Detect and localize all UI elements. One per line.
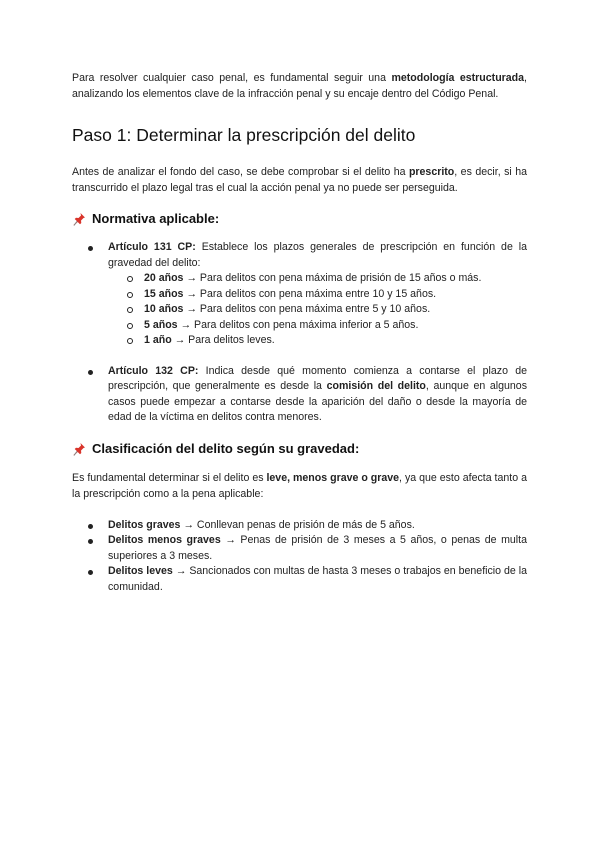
clase-term: Delitos graves <box>108 518 181 531</box>
bullet-icon <box>88 539 93 544</box>
clasificacion-paragraph <box>72 470 527 502</box>
plazo-desc: → Para delitos con pena máxima inferior a 5 años. <box>177 318 419 331</box>
clase-desc: → Penas de prisión de 3 meses a 5 años, o penas de multa superiores a 3 meses. <box>108 534 527 562</box>
art132-bold: comisión del delito <box>326 380 426 392</box>
step1-paragraph <box>72 164 527 196</box>
circle-bullet-icon <box>127 307 133 313</box>
list-item <box>108 318 527 334</box>
list-spacer <box>72 349 527 364</box>
clasificacion-text-end: , ya que esto afecta tanto a la prescripción como a la pena aplicable: <box>72 471 527 500</box>
bullet-icon <box>88 370 93 375</box>
list-item <box>72 240 527 349</box>
step1-title: Paso 1: Determinar la prescripción del delito <box>72 125 416 145</box>
list-item <box>72 564 527 595</box>
plazo-desc: → Para delitos con pena máxima entre 5 y 10 años. <box>183 303 431 315</box>
plazo-term: 15 años <box>144 287 184 300</box>
normativa-heading-text: Normativa aplicable: <box>92 211 220 226</box>
clasificacion-heading <box>72 440 527 458</box>
clase-desc: → Conllevan penas de prisión de más de 5 años. <box>180 518 415 531</box>
clasificacion-text: Es fundamental determinar si el delito es <box>72 471 267 484</box>
intro-paragraph <box>72 70 527 102</box>
plazo-term: 5 años <box>144 318 178 331</box>
step1-text: Antes de analizar el fondo del caso, se debe comprobar si el delito ha <box>72 166 409 178</box>
plazo-desc: → Para delitos con pena máxima de prisión de 15 años o más. <box>183 272 482 284</box>
art132-label: Artículo 132 CP: <box>108 364 199 377</box>
art131-label: Artículo 131 CP: <box>108 241 196 253</box>
document-content <box>72 70 527 595</box>
intro-text: Para resolver cualquier caso penal, es fundamental seguir una <box>72 72 392 84</box>
art132-text: Indica desde qué momento comienza a contarse el plazo de prescripción, que generalmente es desde la <box>108 364 527 392</box>
step1-bold: prescrito <box>408 166 455 178</box>
circle-bullet-icon <box>127 338 133 344</box>
pushpin-icon <box>72 442 86 456</box>
clase-term: Delitos menos graves <box>108 534 221 546</box>
pushpin-icon <box>72 212 86 226</box>
plazo-term: 20 años <box>144 272 184 284</box>
plazo-term: 10 años <box>144 303 184 315</box>
plazo-term: 1 año <box>144 334 172 346</box>
list-item <box>72 533 527 564</box>
bullet-icon <box>88 524 93 529</box>
list-item <box>108 302 527 318</box>
art132-text-end: , aunque en algunos casos puede empezar a contarse desde la aparición del daño o desde la mayoría de edad de la víctima en delitos contra menores. <box>108 380 527 423</box>
list-item <box>108 333 527 349</box>
normativa-heading <box>72 210 527 228</box>
plazo-desc: → Para delitos con pena máxima entre 10 y 15 años. <box>183 287 437 300</box>
list-item <box>72 518 527 534</box>
normativa-list <box>72 240 527 426</box>
intro-bold: metodología estructurada <box>391 72 525 84</box>
list-item <box>108 287 527 303</box>
step1-text-end: , es decir, si ha transcurrido el plazo legal tras el cual la acción penal ya no puede ser perseguida. <box>72 166 527 194</box>
clasificacion-heading-text: Clasificación del delito según su gravedad: <box>92 440 360 456</box>
bullet-icon <box>88 246 93 251</box>
list-item <box>108 271 527 287</box>
plazos-list <box>108 271 527 349</box>
circle-bullet-icon <box>127 276 133 282</box>
plazo-desc: → Para delitos leves. <box>171 334 275 346</box>
clasificacion-bold: leve, menos grave o grave <box>266 471 400 484</box>
clase-desc: → Sancionados con multas de hasta 3 meses o trabajos en beneficio de la comunidad. <box>108 565 527 593</box>
clase-term: Delitos leves <box>108 565 173 577</box>
circle-bullet-icon <box>127 323 133 329</box>
art131-text: Establece los plazos generales de prescripción en función de la gravedad del delito: <box>108 241 528 269</box>
intro-text-end: , analizando los elementos clave de la infracción penal y su encaje dentro del Código Penal. <box>72 72 527 100</box>
bullet-icon <box>88 570 93 575</box>
list-item <box>72 364 527 426</box>
circle-bullet-icon <box>127 292 133 298</box>
clasificacion-list <box>72 518 527 596</box>
